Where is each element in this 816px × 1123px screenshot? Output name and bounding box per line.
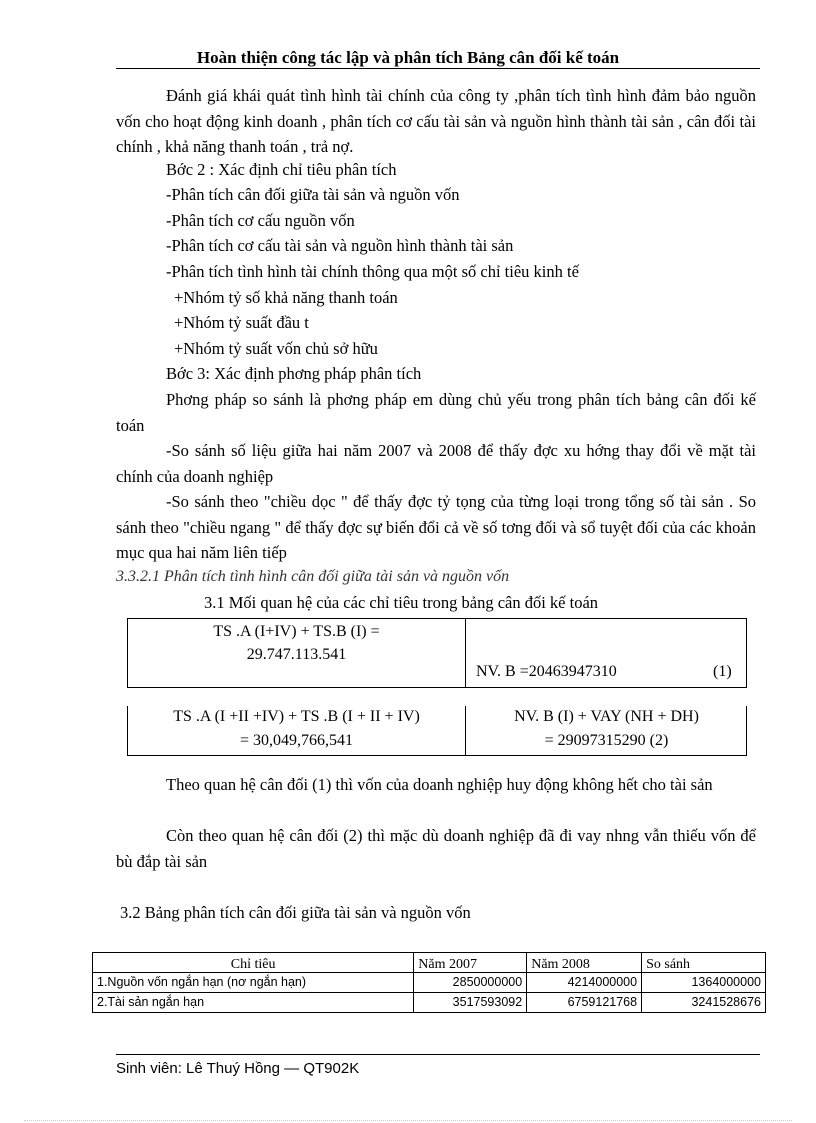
table-cell: 1.Nguồn vốn ngắn hạn (nơ ngắn hạn) <box>93 973 414 993</box>
table-row <box>93 993 766 1013</box>
relation-box-divider <box>465 619 466 687</box>
table-cell: 2850000000 <box>414 973 527 993</box>
table-cell: 2.Tài sản ngắn hạn <box>93 993 414 1013</box>
step2-item: -Phân tích tình hình tài chính thông qua một số chỉ tiêu kinh tế <box>166 262 579 281</box>
relation-box-1 <box>127 618 747 688</box>
table-header-row <box>93 953 766 973</box>
step2-item: -Phân tích cơ cấu nguồn vốn <box>166 211 355 230</box>
table-caption: 3.2 Bảng phân tích cân đối giữa tài sản và nguồn vốn <box>120 903 471 922</box>
relation-right-formula: NV. B (I) + VAY (NH + DH) <box>514 708 699 725</box>
page-edge <box>24 1120 792 1121</box>
relation-caption: 3.1 Mối quan hệ của các chỉ tiêu trong bảng cân đối kế toán <box>204 593 599 612</box>
section-heading: 3.3.2.1 Phân tích tình hình cân đối giữa tài sản và nguồn vốn <box>116 568 510 585</box>
relation-left-formula: TS .A (I+IV) + TS.B (I) = <box>213 623 380 640</box>
table-cell: 4214000000 <box>527 973 642 993</box>
step2-title: Bớc 2 : Xác định chỉ tiêu phân tích <box>166 160 397 179</box>
relation-left-value: = 30,049,766,541 <box>239 732 354 749</box>
table-header-cell: So sánh <box>642 953 766 973</box>
relation-left-formula: TS .A (I +II +IV) + TS .B (I + II + IV) <box>173 708 420 725</box>
step2-subitem: +Nhóm tỷ suất vốn chủ sở hữu <box>174 339 378 358</box>
intro-paragraph: Đánh giá khái quát tình hình tài chính của công ty ,phân tích tình hình đảm bảo nguồn vốn cho hoạt động kinh doanh , phân tích cơ cấu tài sản và nguồn hình thành tài sản , cân đối tài chính , khả năng thanh toán , trả nợ. <box>116 86 756 156</box>
conclusion-paragraph: Còn theo quan hệ cân đối (2) thì mặc dù doanh nghiệp đã đi vay nhng vẫn thiếu vốn để bù đắp tài sản <box>116 826 756 871</box>
conclusion-paragraph: Theo quan hệ cân đối (1) thì vốn của doanh nghiệp huy động không hết cho tài sản <box>166 775 713 794</box>
footer-divider <box>116 1054 760 1055</box>
balance-comparison-table <box>92 952 766 1013</box>
relation-right-value: = 29097315290 (2) <box>544 732 669 749</box>
compare-dims-paragraph: -So sánh theo "chiều dọc " để thấy đợc tỷ tọng của từng loại trong tổng số tài sản . So sánh theo "chiều ngang " để thấy đợc sự biến đổi cả về số tơng đối và sổ tuyệt đối của các khoản mục qua hai năm liên tiếp <box>116 492 756 562</box>
step3-title: Bớc 3: Xác định phơng pháp phân tích <box>166 364 422 383</box>
step2-subitem: +Nhóm tỷ suất đầu t <box>174 313 309 332</box>
table-cell: 3241528676 <box>642 993 766 1013</box>
step2-item: -Phân tích cân đối giữa tài sản và nguồn vốn <box>166 185 460 204</box>
table-cell: 6759121768 <box>527 993 642 1013</box>
relation-right-value: NV. B =20463947310 <box>476 663 617 680</box>
footer-text: Sinh viên: Lê Thuý Hồng — QT902K <box>116 1060 360 1077</box>
table-cell: 1364000000 <box>642 973 766 993</box>
table-header-cell: Chỉ tiêu <box>93 953 414 973</box>
table-row <box>93 973 766 993</box>
relation-left-value: 29.747.113.541 <box>246 646 347 663</box>
method-paragraph: Phơng pháp so sánh là phơng pháp em dùng chủ yếu trong phân tích bảng cân đối kế toán <box>116 390 756 435</box>
relation-tag: (1) <box>713 663 732 680</box>
compare-years-paragraph: -So sánh số liệu giữa hai năm 2007 và 2008 để thấy đợc xu hớng thay đổi về mặt tài chính của doanh nghiệp <box>116 441 756 486</box>
step2-item: -Phân tích cơ cấu tài sản và nguồn hình thành tài sản <box>166 236 514 255</box>
page-header-title: Hoàn thiện công tác lập và phân tích Bảng cân đối kế toán <box>196 48 620 67</box>
header-divider <box>116 68 760 69</box>
step2-subitem: +Nhóm tỷ số khả năng thanh toán <box>174 288 398 307</box>
relation-box-2 <box>127 706 747 756</box>
table-header-cell: Năm 2007 <box>414 953 527 973</box>
table-header-cell: Năm 2008 <box>527 953 642 973</box>
table-cell: 3517593092 <box>414 993 527 1013</box>
